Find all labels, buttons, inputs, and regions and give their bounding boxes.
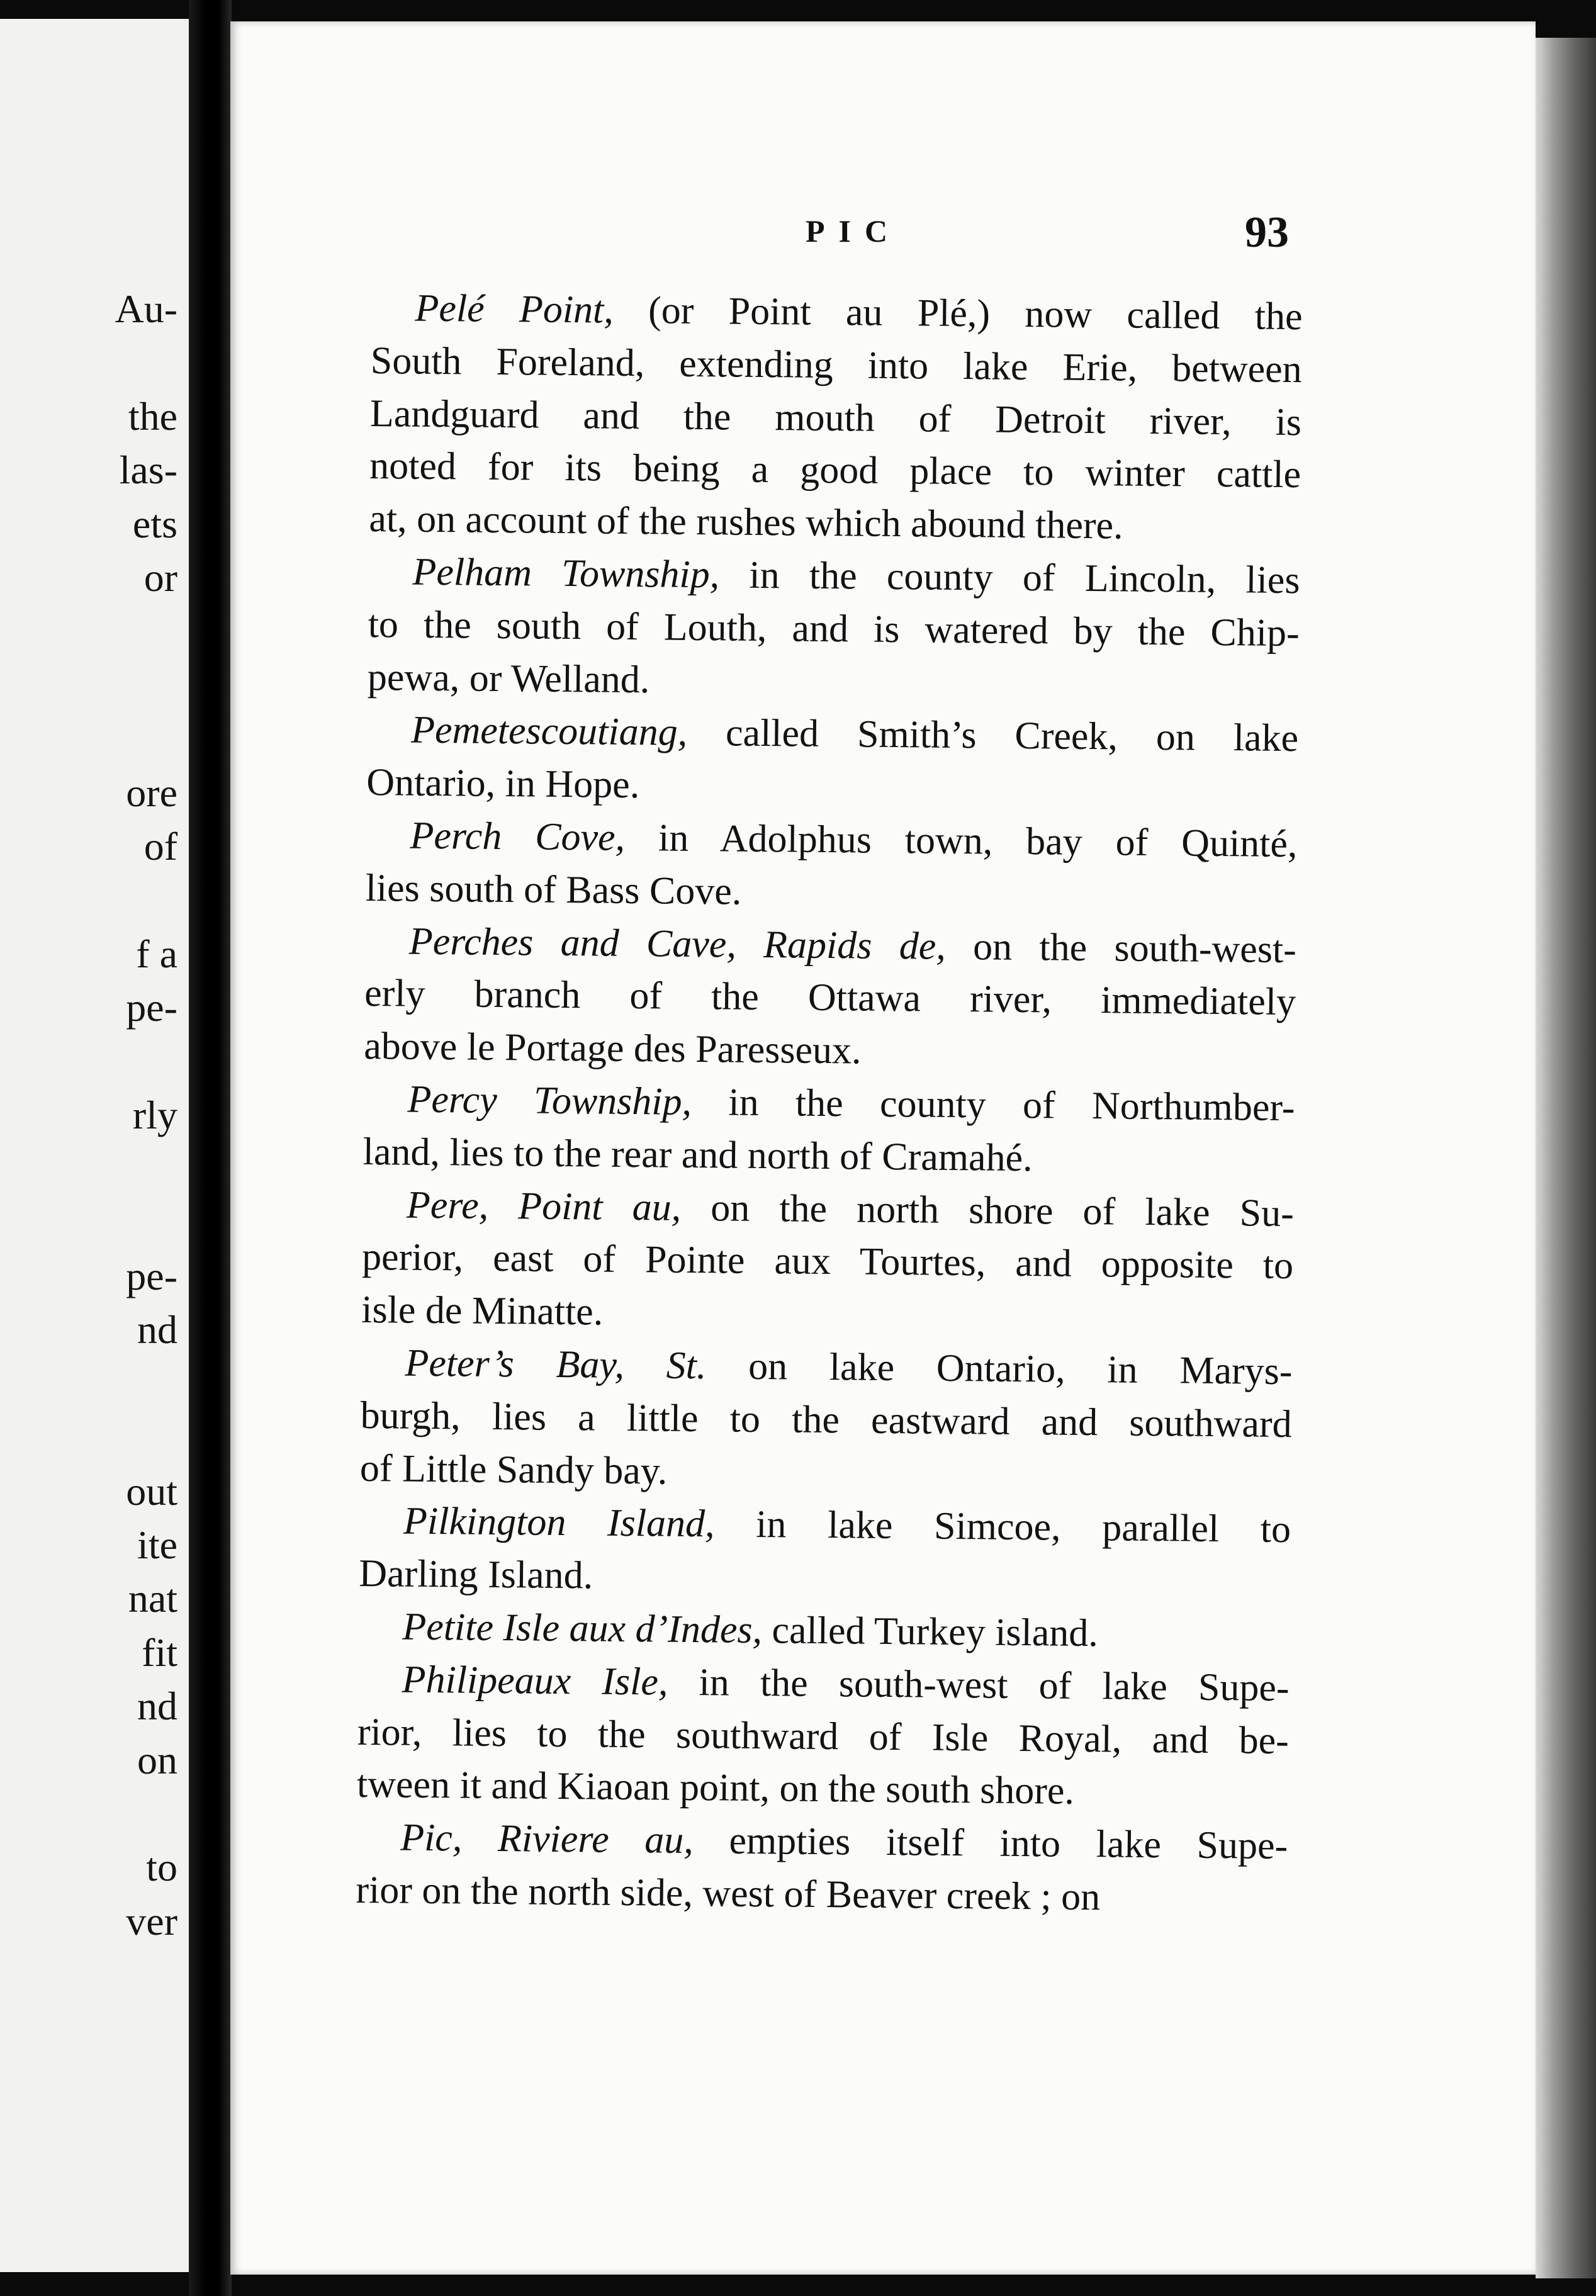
gazetteer-entry bbox=[368, 546, 1300, 713]
text-line bbox=[357, 1653, 1290, 1715]
entry-text: of Little Sandy bay. bbox=[359, 1446, 668, 1493]
text-line bbox=[370, 335, 1302, 397]
text-line bbox=[359, 1442, 1291, 1504]
entry-text: pewa, or Welland. bbox=[367, 655, 650, 701]
text-line bbox=[368, 546, 1300, 607]
previous-page-fragment: nd bbox=[137, 1307, 177, 1353]
previous-page-fragment bbox=[8, 873, 177, 926]
entry-text: in Adolphus town, bay of Quinté, bbox=[624, 816, 1298, 866]
entry-text: Darling Island. bbox=[358, 1552, 593, 1597]
entry-text: in the county of Northumber- bbox=[691, 1080, 1295, 1130]
text-line bbox=[359, 1548, 1291, 1609]
text-line bbox=[366, 809, 1298, 871]
entry-text: noted for its being a good place to winter cattle bbox=[369, 444, 1301, 497]
entry-headword: Philipeaux Isle, bbox=[402, 1658, 668, 1704]
previous-page-fragment bbox=[8, 1034, 177, 1088]
gazetteer-entry bbox=[362, 1073, 1295, 1188]
gazetteer-entry bbox=[356, 1811, 1288, 1926]
previous-page-fragment: Au- bbox=[115, 286, 177, 331]
text-line bbox=[358, 1601, 1290, 1662]
entry-text: on the north shore of lake Su- bbox=[680, 1186, 1295, 1235]
entry-text: rior on the north side, west of Beaver creek ; on bbox=[356, 1868, 1101, 1919]
running-head: PIC bbox=[806, 213, 902, 249]
entry-text: above le Portage des Paresseux. bbox=[364, 1025, 862, 1072]
entry-text: South Foreland, extending into lake Erie, between bbox=[370, 339, 1303, 391]
gazetteer-entry bbox=[358, 1601, 1290, 1662]
entry-text: lies south of Bass Cove. bbox=[365, 866, 742, 913]
entry-text: on the south-west- bbox=[945, 925, 1297, 971]
gazetteer-entry bbox=[364, 915, 1296, 1083]
previous-page-fragment: fit bbox=[142, 1629, 177, 1675]
entry-headword: Perches and Cave, Rapids de, bbox=[408, 920, 947, 968]
previous-page-fragment: ore bbox=[126, 770, 177, 815]
entry-text: empties itself into lake Supe- bbox=[693, 1819, 1288, 1868]
gazetteer-entry bbox=[369, 282, 1303, 554]
entry-headword: Peter’s Bay, St. bbox=[405, 1341, 707, 1388]
entry-text: tween it and Kiaoan point, on the south shore. bbox=[356, 1763, 1075, 1813]
text-line bbox=[357, 1706, 1289, 1767]
entry-text: Landguard and the mouth of Detroit river, is bbox=[369, 391, 1302, 444]
text-line bbox=[357, 1759, 1289, 1820]
previous-page-fragment bbox=[8, 1196, 177, 1249]
entry-text: perior, east of Pointe aux Tourtes, and opposite to bbox=[361, 1235, 1294, 1288]
previous-page-fragment bbox=[8, 1410, 177, 1464]
text-line bbox=[362, 1178, 1295, 1240]
previous-page-fragment: pe- bbox=[126, 1254, 177, 1299]
previous-page-fragment bbox=[8, 335, 177, 389]
gazetteer-entry bbox=[366, 704, 1299, 818]
text-line bbox=[369, 493, 1301, 554]
entry-text: to the south of Louth, and is watered by the Chip- bbox=[368, 602, 1300, 655]
page-edge-shadow bbox=[1536, 38, 1596, 2278]
gazetteer-entries bbox=[356, 282, 1303, 1926]
entry-text: in lake Simcoe, parallel to bbox=[714, 1502, 1291, 1551]
entry-text: rior, lies to the southward of Isle Royal, and be- bbox=[357, 1710, 1290, 1762]
previous-page-fragment: f a bbox=[136, 931, 177, 976]
entry-text: in the county of Lincoln, lies bbox=[719, 553, 1300, 602]
previous-page-fragment: nd bbox=[137, 1684, 177, 1729]
text-line bbox=[369, 440, 1301, 502]
entry-headword: Pere, Point au, bbox=[406, 1183, 682, 1229]
text-line bbox=[362, 1231, 1294, 1293]
text-line bbox=[356, 1811, 1288, 1873]
previous-page-fragment bbox=[8, 712, 177, 765]
previous-page-fragment: ets bbox=[132, 501, 177, 546]
entry-headword: Pilkington Island, bbox=[403, 1499, 715, 1546]
page-number: 93 bbox=[1245, 208, 1289, 257]
previous-page-fragment bbox=[8, 658, 177, 712]
previous-page-fragment bbox=[8, 1142, 177, 1195]
text-line bbox=[364, 1020, 1296, 1082]
entry-headword: Perch Cove, bbox=[410, 814, 626, 859]
previous-page-line-endings bbox=[8, 282, 177, 1948]
gazetteer-entry bbox=[361, 1178, 1294, 1346]
previous-page-fragment: of bbox=[143, 823, 177, 869]
entry-text: burgh, lies a little to the eastward and southward bbox=[360, 1393, 1292, 1446]
previous-page-fragment: ite bbox=[137, 1522, 177, 1567]
previous-page-fragment: nat bbox=[128, 1576, 177, 1621]
previous-page-fragment: to bbox=[146, 1845, 177, 1890]
text-line bbox=[368, 599, 1300, 660]
text-line bbox=[364, 967, 1296, 1029]
text-line bbox=[362, 1126, 1295, 1188]
text-line bbox=[359, 1495, 1291, 1556]
text-line bbox=[366, 757, 1298, 818]
text-line bbox=[370, 388, 1302, 449]
previous-page-fragment bbox=[8, 1357, 177, 1410]
previous-page-fragment bbox=[8, 604, 177, 658]
entry-text: land, lies to the rear and north of Cramahé. bbox=[362, 1130, 1033, 1179]
entry-text: (or Point au Plé,) now called the bbox=[613, 288, 1303, 339]
text-line bbox=[360, 1390, 1292, 1451]
previous-page-fragment: on bbox=[137, 1737, 177, 1782]
text-line bbox=[361, 1284, 1293, 1346]
text-line bbox=[356, 1864, 1288, 1926]
gazetteer-entry bbox=[359, 1495, 1291, 1609]
text-line bbox=[361, 1337, 1293, 1398]
book-gutter bbox=[189, 0, 232, 2296]
entry-headword: Percy Township, bbox=[407, 1078, 692, 1123]
entry-headword: Pelé Point, bbox=[415, 286, 614, 332]
previous-page-edge bbox=[0, 19, 189, 2272]
entry-text: at, on account of the rushes which abound there. bbox=[369, 497, 1123, 548]
entry-text: erly branch of the Ottawa river, immediately bbox=[364, 972, 1296, 1024]
text-line bbox=[363, 1073, 1295, 1135]
gazetteer-entry bbox=[357, 1653, 1290, 1821]
entry-text: called Smith’s Creek, on lake bbox=[687, 711, 1299, 760]
entry-text: on lake Ontario, in Marys- bbox=[706, 1344, 1293, 1393]
previous-page-fragment: pe- bbox=[126, 985, 177, 1030]
text-line bbox=[368, 651, 1300, 713]
previous-page-fragment: the bbox=[128, 393, 177, 439]
previous-page-fragment bbox=[8, 1787, 177, 1840]
previous-page-fragment: las- bbox=[119, 447, 177, 493]
text-line bbox=[367, 704, 1299, 765]
previous-page-fragment: out bbox=[126, 1468, 177, 1514]
entry-headword: Petite Isle aux d’Indes, bbox=[402, 1605, 763, 1652]
entry-headword: Pic, Riviere au, bbox=[400, 1816, 694, 1862]
previous-page-fragment: rly bbox=[132, 1092, 177, 1137]
entry-headword: Pemetescoutiang, bbox=[410, 709, 688, 755]
text-line bbox=[365, 915, 1297, 977]
text-line bbox=[365, 862, 1297, 924]
entry-text: isle de Minatte. bbox=[361, 1288, 604, 1334]
text-line bbox=[371, 282, 1303, 344]
previous-page-fragment: or bbox=[143, 554, 177, 600]
entry-headword: Pelham Township, bbox=[412, 550, 720, 597]
previous-page-fragment: ver bbox=[126, 1898, 177, 1944]
entry-text: Ontario, in Hope. bbox=[366, 761, 640, 807]
entry-text: in the south-west of lake Supe- bbox=[668, 1660, 1290, 1709]
gazetteer-entry bbox=[359, 1337, 1292, 1504]
entry-text: called Turkey island. bbox=[761, 1608, 1099, 1655]
gazetteer-entry bbox=[365, 809, 1298, 924]
